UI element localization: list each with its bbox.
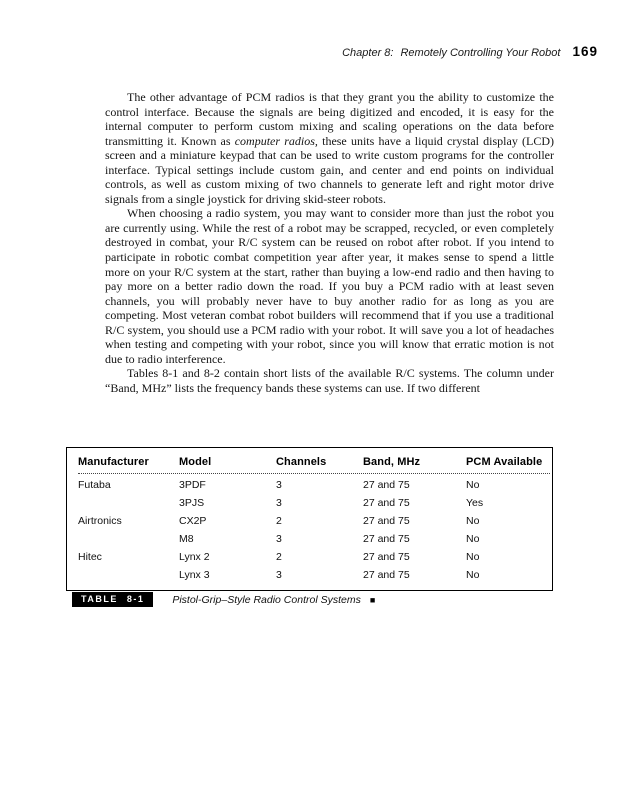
chapter-title: Remotely Controlling Your Robot — [400, 47, 561, 59]
table-row — [78, 548, 552, 566]
table-cell: 3 — [276, 479, 282, 491]
table-caption — [72, 592, 375, 607]
table-cell: Futaba — [78, 479, 111, 491]
paragraph-text: The other advantage of PCM radios is that they grant you the ability to customize the control interface. Because the signals are being digitized and encoded, it is easy for the internal computer to perform custom mixing and scaling operations on the data before transmitting it. Known as — [105, 90, 554, 148]
table-cell: 27 and 75 — [363, 569, 410, 581]
table-cell: 2 — [276, 515, 282, 527]
table-cell: 3PJS — [179, 497, 205, 509]
page-number: 169 — [572, 44, 598, 59]
table-cell: Lynx 3 — [179, 569, 210, 581]
table-row — [78, 476, 552, 494]
italic-phrase: computer radios, — [234, 133, 318, 148]
table-cell: 3 — [276, 533, 282, 545]
table-cell: 2 — [276, 551, 282, 563]
col-header-manufacturer: Manufacturer — [78, 456, 149, 468]
table-cell: No — [466, 515, 480, 527]
table-cell: Hitec — [78, 551, 102, 563]
table-cell: 3PDF — [179, 479, 206, 491]
table-cell: No — [466, 551, 480, 563]
square-end-marker-icon: ■ — [369, 594, 376, 605]
table-cell: Airtronics — [78, 515, 122, 527]
body-paragraph-2: When choosing a radio system, you may want to consider more than just the robot you are currently using. While the rest of a robot may be scrapped, recycled, or even completely destroyed in combat, your R/C system can be reused on robot after robot. If you intend to participate in robotic combat competition year after year, it makes sense to spend a little more on your R/C system at the start, rather than buying a low-end radio and then having to pay more on a better radio down the road. If you buy a PCM radio with at least seven channels, you will probably never have to buy another radio for as long as you are competing. Most veteran combat robot builders will recommend that if you use a traditional R/C system, you should use a PCM radio with your robot. It will save you a lot of headaches when testing and competing with your robot, since you will know that erratic motion is not due to radio interference. — [105, 206, 554, 366]
table-caption-text: Pistol-Grip–Style Radio Control Systems — [172, 593, 361, 606]
table-cell: No — [466, 569, 480, 581]
col-header-model: Model — [179, 456, 212, 468]
table-cell: 27 and 75 — [363, 479, 410, 491]
table-cell: Yes — [466, 497, 484, 509]
table-cell: No — [466, 479, 480, 491]
body-paragraph-1 — [105, 90, 554, 206]
table-cell: 3 — [276, 569, 282, 581]
table-cell: 27 and 75 — [363, 551, 410, 563]
body-paragraph-3: Tables 8-1 and 8-2 contain short lists of the available R/C systems. The column under “Band, MHz” lists the frequency bands these systems can use. If two different — [105, 366, 554, 395]
table-cell: CX2P — [179, 515, 207, 527]
table-cell: 27 and 75 — [363, 515, 410, 527]
body-text — [105, 90, 554, 395]
table-cell: 3 — [276, 497, 282, 509]
col-header-band: Band, MHz — [363, 456, 421, 468]
table-cell: Lynx 2 — [179, 551, 210, 563]
table-cell: No — [466, 533, 480, 545]
table-cell: M8 — [179, 533, 194, 545]
table-row — [78, 530, 552, 548]
table-caption-label: TABLE 8-1 — [72, 592, 153, 607]
table-row — [78, 512, 552, 530]
table-cell: 27 and 75 — [363, 497, 410, 509]
table-header-row — [78, 456, 550, 474]
col-header-pcm: PCM Available — [466, 456, 543, 468]
table-row — [78, 566, 552, 584]
running-header — [342, 44, 598, 59]
paragraph-text: these units have a liquid crystal display (LCD) screen and a miniature keypad that can be used to write custom programs for the controller interface. Typical settings include custom gain, and center and end points on individual controls, as well as custom mixing of two channels to generate left and right motor drive signals from a single joystick for driving skid-steer robots. — [105, 133, 555, 206]
chapter-label: Chapter 8: — [342, 47, 394, 59]
rc-systems-table — [66, 447, 553, 591]
table-cell: 27 and 75 — [363, 533, 410, 545]
col-header-channels: Channels — [276, 456, 327, 468]
table-row — [78, 494, 552, 512]
